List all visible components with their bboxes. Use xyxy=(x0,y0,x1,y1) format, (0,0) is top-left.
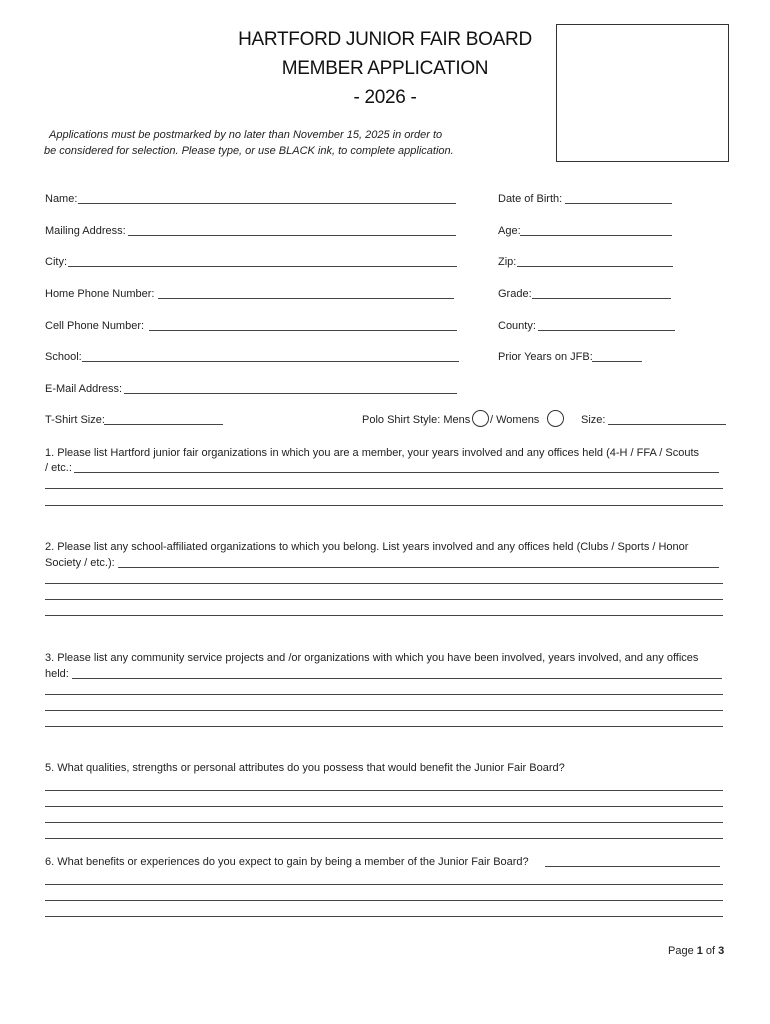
home-phone-label: Home Phone Number: xyxy=(45,288,155,300)
question-6-answer-line[interactable] xyxy=(45,884,723,885)
intro-line-2: be considered for selection. Please type, or use BLACK ink, to complete application. xyxy=(44,145,454,157)
city-field[interactable] xyxy=(68,266,457,267)
question-3-cont xyxy=(45,666,725,682)
question-3-answer-line[interactable] xyxy=(45,710,723,711)
school-label: School: xyxy=(45,351,82,363)
question-1-text-cont: / etc.: xyxy=(45,462,72,474)
question-2-text-cont: Society / etc.): xyxy=(45,557,115,569)
zip-field[interactable] xyxy=(517,266,673,267)
polo-womens-label: / Womens xyxy=(490,414,540,426)
email-field[interactable] xyxy=(124,393,457,394)
question-2 xyxy=(45,539,725,555)
womens-radio[interactable] xyxy=(547,410,564,427)
question-1-text: 1. Please list Hartford junior fair organizations in which you are a member, your years involved and any offices held (4-H / FFA / Scouts xyxy=(45,447,700,459)
question-1-answer-line[interactable] xyxy=(45,488,723,489)
home-phone-field[interactable] xyxy=(158,298,454,299)
age-label: Age: xyxy=(498,225,521,237)
page-number xyxy=(668,945,724,957)
cell-phone-field[interactable] xyxy=(149,330,457,331)
question-5-answer-line[interactable] xyxy=(45,806,723,807)
page-total: 3 xyxy=(718,945,725,957)
mailing-address-label: Mailing Address: xyxy=(45,225,126,237)
question-1-cont xyxy=(45,460,725,476)
question-2-answer-line[interactable] xyxy=(118,567,719,568)
question-5-answer-line[interactable] xyxy=(45,838,723,839)
county-field[interactable] xyxy=(538,330,675,331)
email-label: E-Mail Address: xyxy=(45,383,123,395)
of-label: of xyxy=(702,945,719,957)
grade-label: Grade: xyxy=(498,288,532,300)
question-3 xyxy=(45,650,725,666)
question-6-text: 6. What benefits or experiences do you expect to gain by being a member of the Junior Fair Board? xyxy=(45,856,529,868)
tshirt-size-field[interactable] xyxy=(104,424,223,425)
county-label: County: xyxy=(498,320,536,332)
polo-size-field[interactable] xyxy=(608,424,726,425)
form-year: - 2026 - xyxy=(353,87,417,108)
age-field[interactable] xyxy=(520,235,672,236)
name-label: Name: xyxy=(45,193,78,205)
polo-size-label: Size: xyxy=(581,414,606,426)
page-label: Page xyxy=(668,945,697,957)
question-2-text: 2. Please list any school-affiliated organizations to which you belong. List years involved and any offices held (Clubs / Sports / Honor xyxy=(45,541,689,553)
question-1-answer-line[interactable] xyxy=(45,505,723,506)
name-field[interactable] xyxy=(78,203,456,204)
question-2-cont xyxy=(45,555,725,571)
dob-label: Date of Birth: xyxy=(498,193,563,205)
question-3-text: 3. Please list any community service projects and /or organizations with which you have been involved, years involved, and any offices xyxy=(45,652,699,664)
question-2-answer-line[interactable] xyxy=(45,583,723,584)
mailing-address-field[interactable] xyxy=(128,235,456,236)
question-6-answer-line[interactable] xyxy=(45,900,723,901)
intro-line-1: Applications must be postmarked by no later than November 15, 2025 in order to xyxy=(49,129,443,141)
mens-radio[interactable] xyxy=(472,410,489,427)
question-1 xyxy=(45,445,725,461)
question-5-answer-line[interactable] xyxy=(45,790,723,791)
photo-box xyxy=(556,24,729,162)
question-6-answer-line[interactable] xyxy=(545,866,720,867)
question-3-answer-line[interactable] xyxy=(45,694,723,695)
cell-phone-label: Cell Phone Number: xyxy=(45,320,145,332)
question-1-answer-line[interactable] xyxy=(74,472,719,473)
form-title: HARTFORD JUNIOR FAIR BOARD xyxy=(238,29,532,50)
page-current: 1 xyxy=(696,945,703,957)
zip-label: Zip: xyxy=(498,256,517,268)
question-3-answer-line[interactable] xyxy=(45,726,723,727)
question-6-answer-line[interactable] xyxy=(45,916,723,917)
question-5-answer-line[interactable] xyxy=(45,822,723,823)
prior-years-field[interactable] xyxy=(592,361,642,362)
school-field[interactable] xyxy=(82,361,459,362)
tshirt-size-label: T-Shirt Size: xyxy=(45,414,105,426)
question-6 xyxy=(45,854,725,870)
question-2-answer-line[interactable] xyxy=(45,615,723,616)
city-label: City: xyxy=(45,256,67,268)
prior-years-label: Prior Years on JFB: xyxy=(498,351,593,363)
question-5: 5. What qualities, strengths or personal attributes do you possess that would benefit the Junior Fair Board? xyxy=(45,762,565,774)
question-3-answer-line[interactable] xyxy=(72,678,722,679)
polo-style-label: Polo Shirt Style: Mens xyxy=(362,414,471,426)
question-2-answer-line[interactable] xyxy=(45,599,723,600)
question-3-text-cont: held: xyxy=(45,668,69,680)
form-subtitle: MEMBER APPLICATION xyxy=(281,58,489,79)
dob-field[interactable] xyxy=(565,203,672,204)
grade-field[interactable] xyxy=(532,298,671,299)
